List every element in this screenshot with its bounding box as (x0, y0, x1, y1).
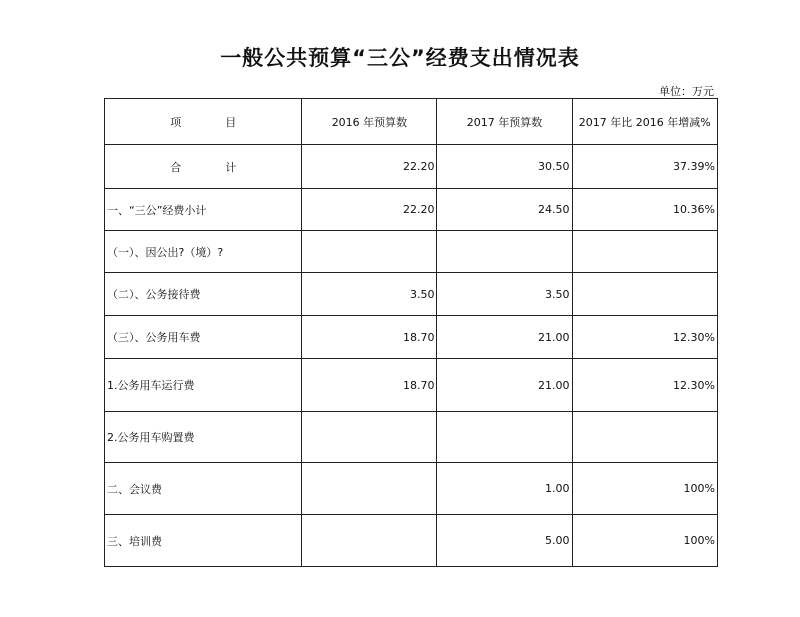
row-2016-value (302, 515, 437, 567)
budget-table (104, 98, 718, 567)
row-2016-value: 3.50 (302, 273, 437, 316)
unit-label: 单位：万元 (659, 85, 714, 98)
table-row (105, 316, 718, 359)
table-row (105, 359, 718, 412)
row-2016-value: 22.20 (302, 145, 437, 189)
row-item: （三）、公务用车费 (105, 316, 302, 359)
row-2016-value (302, 412, 437, 463)
row-change-value: 100% (572, 463, 717, 515)
row-change-value: 12.30% (572, 316, 717, 359)
row-change-value (572, 412, 717, 463)
row-item: 2.公务用车购置费 (105, 412, 302, 463)
row-2017-value: 21.00 (437, 316, 572, 359)
row-2017-value: 30.50 (437, 145, 572, 189)
row-2016-value: 18.70 (302, 316, 437, 359)
row-item: 1.公务用车运行费 (105, 359, 302, 412)
row-change-value (572, 273, 717, 316)
table-header-row (105, 99, 718, 145)
row-2016-value (302, 463, 437, 515)
row-2016-value (302, 231, 437, 273)
row-2017-value (437, 412, 572, 463)
header-change: 2017 年比 2016 年增减% (572, 99, 717, 145)
row-change-value: 10.36% (572, 189, 717, 231)
row-2017-value: 5.00 (437, 515, 572, 567)
row-2016-value: 18.70 (302, 359, 437, 412)
table-row (105, 145, 718, 189)
table-row (105, 231, 718, 273)
row-2017-value: 1.00 (437, 463, 572, 515)
page-title: 一般公共预算“三公”经费支出情况表 (220, 46, 580, 70)
row-change-value: 37.39% (572, 145, 717, 189)
row-item: （一）、因公出?（境）? (105, 231, 302, 273)
row-item: 合 计 (105, 145, 302, 189)
table-row (105, 273, 718, 316)
row-item: （二）、公务接待费 (105, 273, 302, 316)
table-row (105, 412, 718, 463)
row-change-value: 12.30% (572, 359, 717, 412)
row-2017-value: 21.00 (437, 359, 572, 412)
table-row (105, 463, 718, 515)
row-item: 二、会议费 (105, 463, 302, 515)
row-item: 一、“三公”经费小计 (105, 189, 302, 231)
header-2017: 2017 年预算数 (437, 99, 572, 145)
header-item: 项 目 (105, 99, 302, 145)
header-2016: 2016 年预算数 (302, 99, 437, 145)
table-row (105, 515, 718, 567)
row-2016-value: 22.20 (302, 189, 437, 231)
row-2017-value: 3.50 (437, 273, 572, 316)
row-item: 三、培训费 (105, 515, 302, 567)
row-change-value (572, 231, 717, 273)
row-2017-value: 24.50 (437, 189, 572, 231)
row-2017-value (437, 231, 572, 273)
table-row (105, 189, 718, 231)
row-change-value: 100% (572, 515, 717, 567)
